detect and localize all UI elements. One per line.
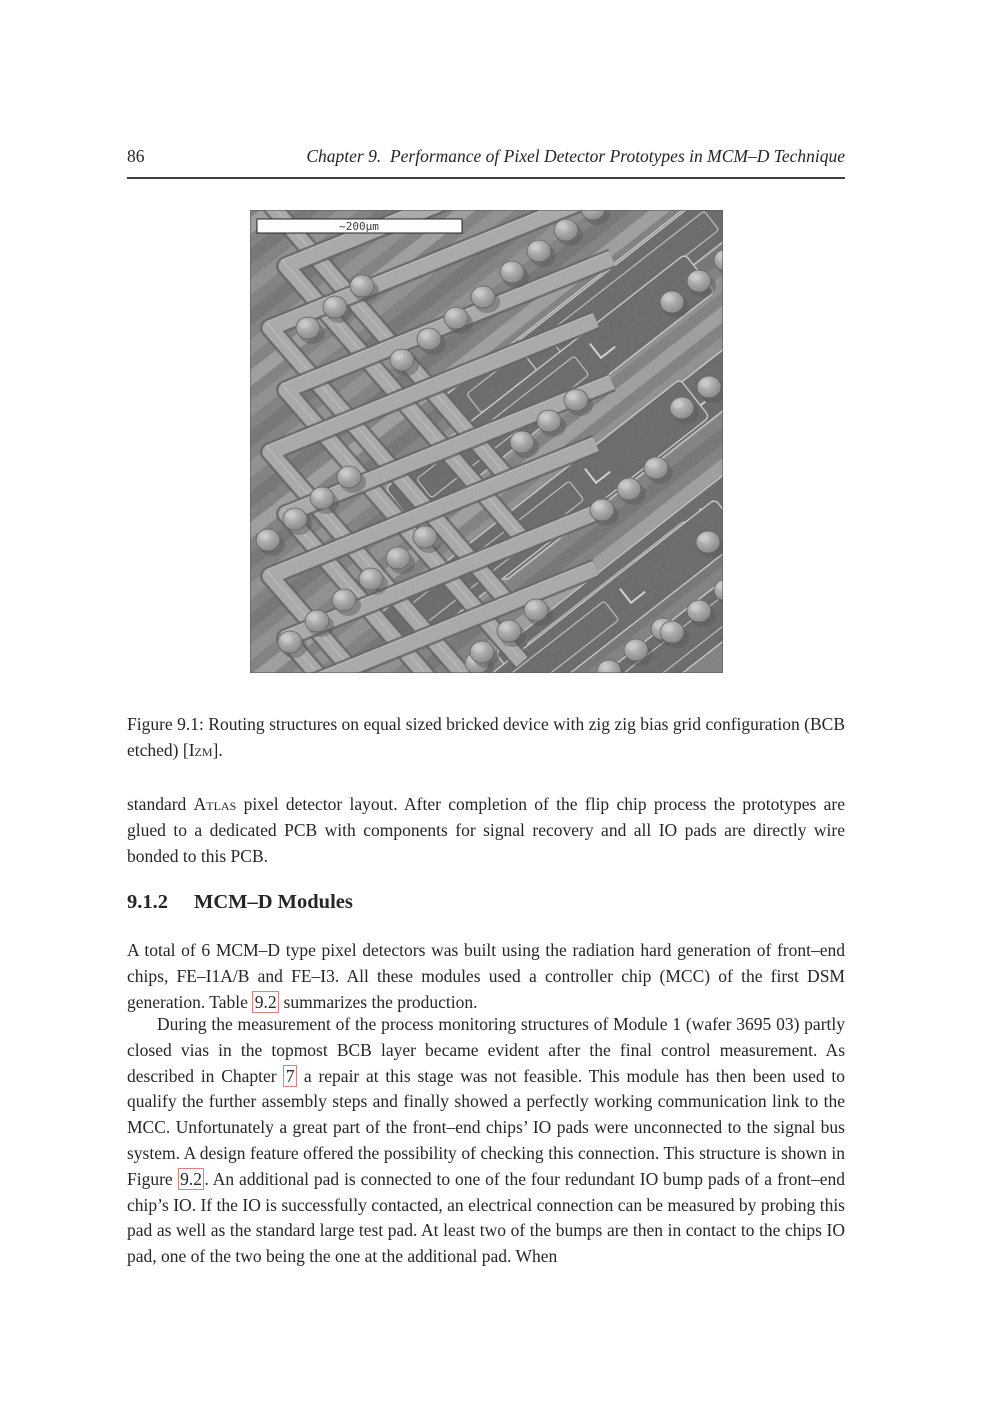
- scale-bar: [257, 219, 462, 233]
- intro-text-end: pixel detector layout. After completion of the flip chip process the prototypes are glued to a dedicated PCB with components for signal recovery and all IO pads are directly wire bonded to this PCB.: [127, 794, 845, 866]
- table-ref-link[interactable]: 9.2: [252, 991, 279, 1013]
- section-heading: [127, 891, 353, 914]
- section-title: MCM–D Modules: [194, 891, 353, 913]
- micrograph-artwork: [250, 210, 723, 673]
- module1-text-1: During the measurement of the process monitoring structures of Module 1 (wafer 3695 03) partly closed vias in the topmost BCB layer became evident after the final control measurement. As described in Chapter: [127, 1014, 845, 1086]
- paragraph-intro: [127, 792, 845, 869]
- atlas-smallcaps: Atlas: [193, 794, 237, 814]
- chapter-running-title: Chapter 9. Performance of Pixel Detector Prototypes in MCM–D Technique: [306, 146, 845, 166]
- paragraph-modules: [127, 938, 845, 1015]
- caption-citation: Izm: [188, 740, 213, 760]
- figure-ref-link[interactable]: 9.2: [178, 1168, 205, 1190]
- section-number: 9.1.2: [127, 891, 168, 913]
- caption-text-end: ].: [212, 740, 223, 760]
- running-head: [127, 146, 845, 167]
- intro-text: standard: [127, 794, 194, 814]
- caption-label: Figure 9.1:: [127, 714, 204, 734]
- header-rule: [127, 177, 845, 179]
- paragraph-module1: [127, 1012, 845, 1270]
- caption-text: Routing structures on equal sized bricked device with zig zig bias grid configuration (BCB etched) [: [127, 714, 846, 760]
- chapter-ref-link[interactable]: 7: [283, 1065, 297, 1087]
- figure-caption: [127, 711, 845, 763]
- module1-text-3: . An additional pad is connected to one of the four redundant IO bump pads of a front–end chip’s IO. If the IO is successfully contacted, an electrical connection can be measured by probing this pad as well as the standard large test pad. At least two of the bumps are then in contact to the chips IO pad, one of the two being the one at the additional pad. When: [127, 1168, 845, 1267]
- modules-text: A total of 6 MCM–D type pixel detectors was built using the radiation hard generation of front–end chips, FE–I1A/B and FE–I3. All these modules used a controller chip (MCC) of the first DSM generation. Table: [127, 940, 845, 1012]
- sem-micrograph: [250, 210, 723, 673]
- modules-text-end: summarizes the production.: [279, 991, 478, 1012]
- page-number: 86: [127, 146, 145, 166]
- scale-bar-label: ~200μm: [339, 220, 379, 233]
- figure-9-1: [250, 210, 723, 673]
- module1-text-2: a repair at this stage was not feasible. This module has then been used to qualify the further assembly steps and finally showed a perfectly working communication link to the MCC. Unfortunately a great part of the front–end chips’ IO pads were unconnected to the signal bus system. A design feature offered the possibility of checking this connection. This structure is shown in Figure: [127, 1065, 846, 1189]
